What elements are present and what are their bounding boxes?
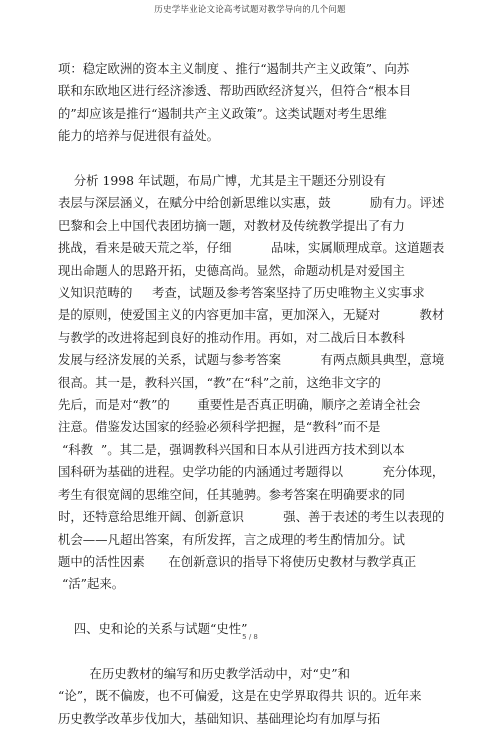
body-line: 的”却应该是推行“遏制共产主义政策”。这类试题对考生思维 [58, 105, 387, 121]
blank-line [58, 641, 448, 663]
body-line: 发展与经济发展的关系，试题与参考答案 有两点颇具典型，意境 [58, 352, 445, 368]
body-line: 能力的培养与促进很有益处。 [58, 128, 220, 144]
body-line: 挑战，看来是破天荒之举，仔细 品味，实属顺理成章。这道题表 [58, 240, 445, 256]
body-line: “活”起来。 [58, 576, 125, 592]
body-line: 表层与深层涵义，在赋分中给创新思维以实惠，鼓 励有力。评述 [58, 195, 445, 211]
body-line: 时，还特意给思维开阔、创新意识 强、善于表述的考生以表现的 [58, 509, 445, 525]
document-body [58, 58, 448, 730]
body-line: 联和东欧地区进行经济渗透、帮助西欧经济复兴，但符合“根本目 [58, 83, 412, 99]
body-line: 很高。其一是，教科兴国，“教”在“科”之前，这绝非文字的 [58, 374, 381, 390]
body-line: 在历史教材的编写和历史教学活动中，对“史”和 [58, 665, 350, 681]
body-line: 机会——凡超出答案，有所发挥，言之成理的考生酌情加分。试 [58, 531, 405, 547]
body-line: 与教学的改进将起到良好的推动作用。再如，对二战后日本教科 [58, 329, 405, 345]
body-line: 分析 1998 年试题，布局广博，尤其是主干题还分别设有 [58, 173, 386, 189]
body-line: 考生有很宽阔的思维空间，任其驰骋。参考答案在明确要求的同 [58, 486, 405, 502]
body-line: 注意。借鉴发达国家的经验必须科学把握，是“教科”而不是 [58, 419, 381, 435]
body-line: 先后，而是对“教”的 重要性是否真正明确，顺序之差请全社会 [58, 397, 421, 413]
body-line: “科教 ”。其二是，强调教科兴国和日本从引进西方技术到以本 [58, 441, 405, 457]
body-line: “论”，既不偏废，也不可偏爱，这是在史学界取得共 识的。近年来 [58, 688, 422, 704]
body-line: 现出命题人的思路开拓，史德高尚。显然，命题动机是对爱国主 [58, 262, 405, 278]
page-header-title: 历史学毕业论文论高考试题对教学导向的几个问题 [154, 5, 346, 15]
body-line: 项：稳定欧洲的资本主义制度 、推行“遏制共产主义政策”、向苏 [58, 61, 410, 76]
blank-line [58, 596, 448, 618]
section-heading: 四、史和论的关系与试题“史性” [58, 621, 248, 637]
body-line: 题中的活性因素 在创新意识的指导下将使历史教材与教学真正 [58, 553, 417, 569]
body-line: 国科研为基础的进程。史学功能的内涵通过考题得以 充分体现， [58, 464, 445, 480]
body-line: 巴黎和会上中国代表团坊摘一题，对教材及传统教学提出了有力 [58, 217, 405, 233]
body-line: 义知识范畴的 考查，试题及参考答案坚持了历史唯物主义实事求 [58, 285, 425, 301]
body-line: 历史教学改革步伐加大，基础知识、基础理论均有加厚与拓 [58, 710, 381, 726]
body-line: 是的原则，使爱国主义的内容更加丰富，更加深入，无疑对 教材 [58, 307, 445, 323]
blank-line [58, 148, 448, 170]
page-number: 5 / 8 [242, 633, 258, 641]
